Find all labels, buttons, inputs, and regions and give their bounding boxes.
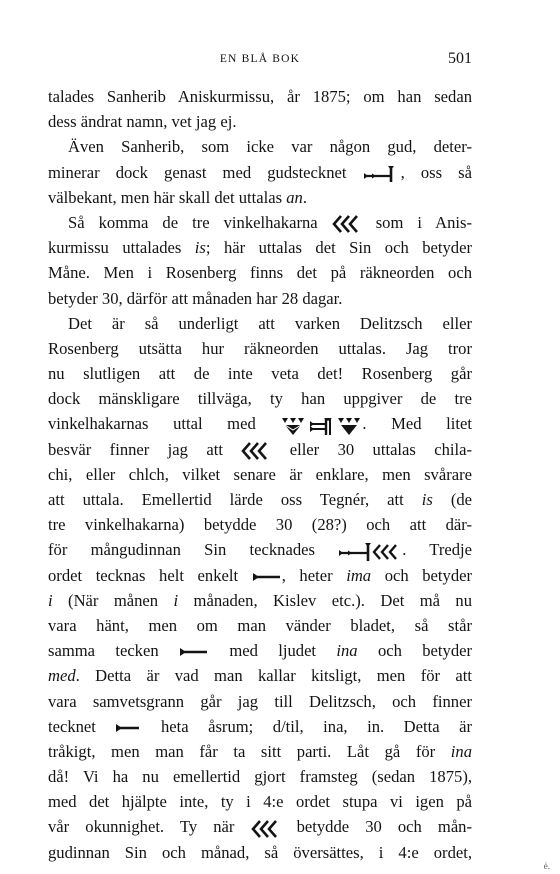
- text-line: vår okunnighet. Ty när betydde 30 och mån-: [48, 814, 472, 839]
- body-text: [48, 84, 472, 865]
- text-line: samma tecken med ljudet ina och betyder: [48, 641, 473, 661]
- running-head: [48, 50, 472, 69]
- text-line: tecknet heta åsrum; d/til, ina, in. Detta är: [48, 716, 472, 736]
- cuneiform-ina-icon: [252, 571, 282, 583]
- text-line: betyder 30, därför att månaden har 28 dagar.: [48, 288, 343, 308]
- text-line: dock mänskligare tillväga, ty han uppgiver de tre: [48, 389, 472, 409]
- text-line: besvär finner jag att eller 30 uttalas chila-: [48, 437, 472, 462]
- text-line: vinkelhakarnas uttal med . Med litet: [48, 411, 472, 436]
- text-line: Även Sanherib, som icke var någon gud, deter-: [68, 137, 472, 157]
- text-line: välbekant, men här skall det uttalas an.: [48, 187, 307, 207]
- cuneiform-ina-icon: [115, 722, 141, 734]
- text-line: talades Sanherib Aniskurmissu, år 1875; om han sedan: [48, 87, 472, 106]
- text-line: vara samvetsgrann går jag till Delitzsch, och finner: [48, 691, 472, 711]
- running-title: EN BLÅ BOK: [219, 53, 301, 65]
- text-line: att uttala. Emellertid lärde oss Tegnér, att is (de: [48, 490, 473, 509]
- text-line: för mångudinnan Sin tecknades . Tredje: [48, 537, 472, 562]
- text-line: tre vinkelhakarna) betydde 30 (28?) och att där-: [48, 515, 472, 535]
- cuneiform-dingir-icon: [363, 165, 401, 183]
- text-line: minerar dock genast med gudstecknet , oss så: [48, 162, 473, 182]
- text-line: Rosenberg utsätta hur räkneorden uttalas. Jag tror: [48, 338, 472, 358]
- text-line: Måne. Men i Rosenberg finns det på räkneorden och: [48, 263, 472, 283]
- text-line: vara hänt, men om man vänder bladet, så står: [48, 615, 472, 635]
- cuneiform-ina-icon: [179, 646, 209, 658]
- text-line: då! Vi ha nu emellertid gjort framsteg (sedan 1875),: [48, 767, 472, 787]
- text-line: med det hjälpte inte, ty i 4:e ordet stupa vi igen på: [48, 792, 472, 812]
- cuneiform-winkelhaken-icon: [241, 441, 271, 461]
- page-number: 501: [448, 50, 472, 67]
- text-line: chi, eller chlch, vilket senare är enklare, men svårare: [48, 464, 472, 484]
- text-line: dess ändrat namn, vet jag ej.: [48, 112, 237, 132]
- cuneiform-sin-icon: [338, 542, 402, 562]
- cuneiform-winkelhaken-icon: [332, 214, 362, 234]
- corner-mark: ė.: [543, 861, 550, 871]
- text-line: gudinnan Sin och månad, så översättes, i 4:e ordet,: [48, 842, 472, 862]
- text-line: Det är så underligt att varken Delitzsch eller: [68, 313, 472, 333]
- text-line: kurmissu uttalades is; här uttalas det Sin och betyder: [48, 238, 472, 258]
- text-line: ordet tecknas helt enkelt , heter ima och betyder: [48, 565, 473, 585]
- text-line: nu slutligen att de inte veta det! Rosenberg går: [48, 364, 472, 384]
- cuneiform-winkelhaken-icon: [251, 819, 281, 839]
- text-line: i (När månen i månaden, Kislev etc.). Det må nu: [48, 590, 472, 610]
- cuneiform-reading-signs-icon: [280, 415, 362, 437]
- text-line: Så komma de tre vinkelhakarna som i Anis-: [48, 210, 472, 235]
- text-line: med. Detta är vad man kallar kitsligt, men för att: [48, 666, 472, 686]
- text-line: tråkigt, men man får ta sitt parti. Låt gå för ina: [48, 741, 472, 761]
